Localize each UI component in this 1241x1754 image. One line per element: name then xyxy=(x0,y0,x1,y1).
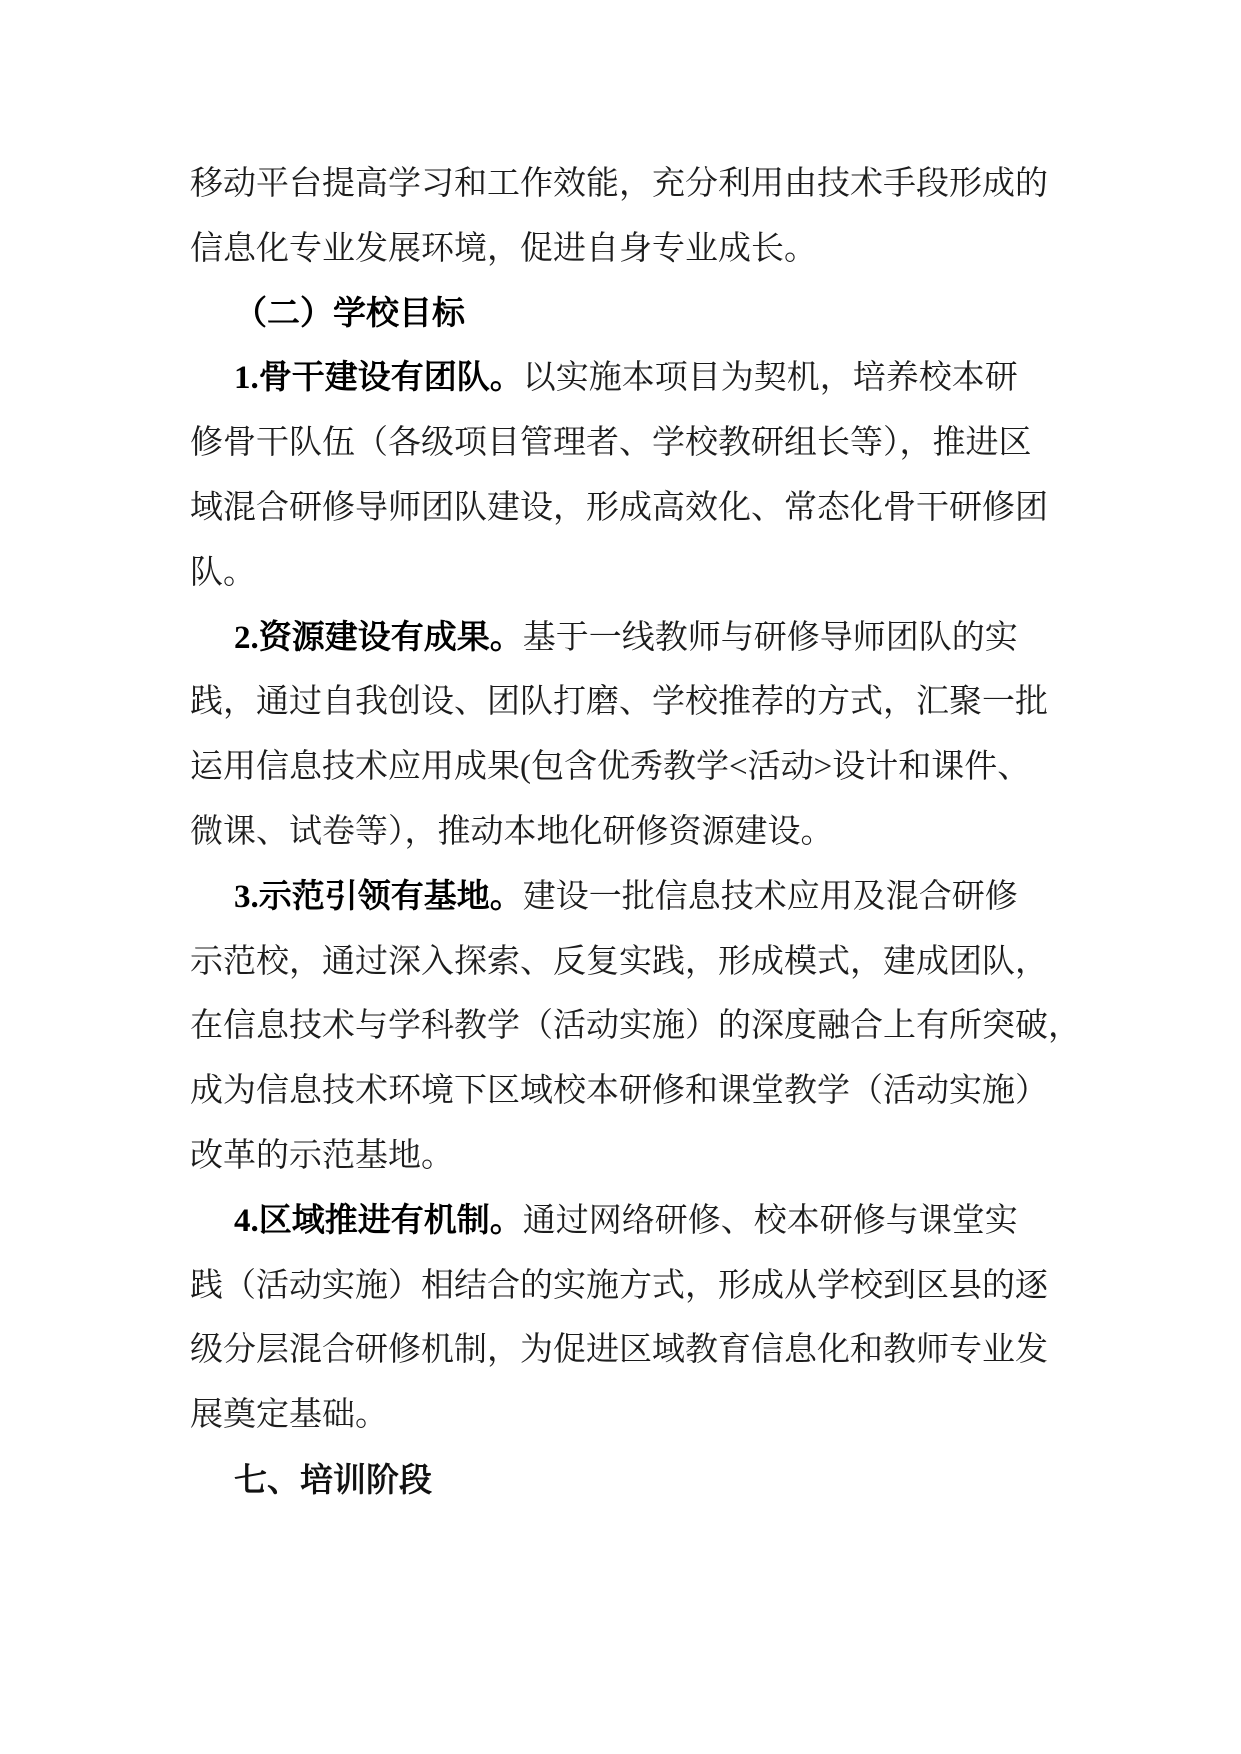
text-line xyxy=(190,476,1082,541)
text-run: 移动平台提高学习和工作效能，充分利用由技术手段形成的 xyxy=(190,166,1048,202)
text-run: 基于一线教师与研修导师团队的实 xyxy=(522,619,1018,656)
bold-run: （二）学校目标 xyxy=(234,295,465,332)
text-line xyxy=(190,1383,1082,1448)
text-line xyxy=(190,282,1082,347)
text-run: 微课、试卷等），推动本地化研修资源建设。 xyxy=(190,813,834,850)
text-line xyxy=(190,735,1082,800)
text-line xyxy=(190,994,1082,1059)
text-run: 以实施本项目为契机，培养校本研 xyxy=(522,360,1018,397)
text-line xyxy=(190,1254,1082,1319)
bold-run: 1.骨干建设有团队。 xyxy=(234,360,523,397)
document-body xyxy=(190,152,1082,1513)
text-run: 域混合研修导师团队建设，形成高效化、常态化骨干研修团 xyxy=(190,489,1048,526)
text-line xyxy=(190,1318,1082,1383)
text-run: 级分层混合研修机制，为促进区域教育信息化和教师专业发 xyxy=(190,1332,1048,1369)
text-line xyxy=(190,930,1082,995)
text-run: 成为信息技术环境下区域校本研修和课堂教学（活动实施） xyxy=(190,1073,1048,1110)
text-run: 建设一批信息技术应用及混合研修 xyxy=(522,878,1018,915)
bold-run: 2.资源建设有成果。 xyxy=(234,619,523,656)
text-line xyxy=(190,1059,1082,1124)
text-run: 示范校，通过深入探索、反复实践，形成模式，建成团队， xyxy=(190,943,1048,980)
text-run: 践（活动实施）相结合的实施方式，形成从学校到区县的逐 xyxy=(190,1267,1048,1304)
bold-run: 3.示范引领有基地。 xyxy=(234,878,523,915)
text-run: 修骨干队伍（各级项目管理者、学校教研组长等），推进区 xyxy=(190,425,1032,462)
text-line xyxy=(190,606,1082,671)
text-run: 践，通过自我创设、团队打磨、学校推荐的方式，汇聚一批 xyxy=(190,684,1048,721)
section-heading-line xyxy=(190,1448,1082,1513)
bold-run: 4.区域推进有机制。 xyxy=(234,1202,523,1239)
text-line xyxy=(190,217,1082,282)
text-line xyxy=(190,800,1082,865)
text-line xyxy=(190,346,1082,411)
text-line xyxy=(190,865,1082,930)
text-line xyxy=(190,152,1082,217)
text-run: 通过网络研修、校本研修与课堂实 xyxy=(522,1202,1018,1239)
bold-run: 七、培训阶段 xyxy=(234,1460,432,1498)
text-line xyxy=(190,411,1082,476)
text-run: 队。 xyxy=(190,554,256,591)
text-run: 改革的示范基地。 xyxy=(190,1137,454,1174)
text-line xyxy=(190,541,1082,606)
text-line xyxy=(190,670,1082,735)
text-line xyxy=(190,1124,1082,1189)
text-line xyxy=(190,1189,1082,1254)
text-run: 运用信息技术应用成果(包含优秀教学<活动>设计和课件、 xyxy=(190,749,1031,786)
text-run: 信息化专业发展环境，促进自身专业成长。 xyxy=(190,230,817,267)
text-run: 展奠定基础。 xyxy=(190,1397,388,1434)
text-run: 在信息技术与学科教学（活动实施）的深度融合上有所突破， xyxy=(190,1008,1081,1045)
